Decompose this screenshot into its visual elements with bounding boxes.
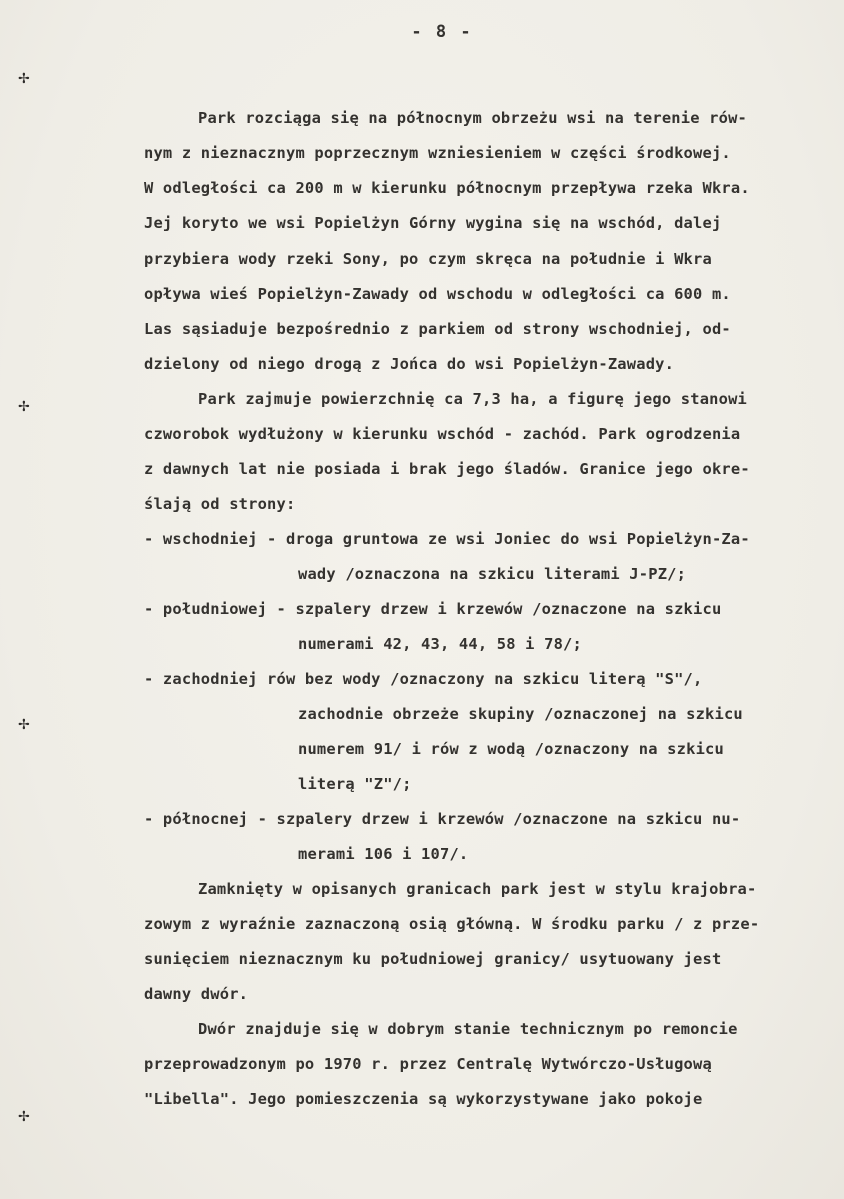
punch-hole-mark: ✢ (18, 399, 30, 415)
text-line: W odległości ca 200 m w kierunku północnym przepływa rzeka Wkra. (144, 179, 750, 197)
text-line: ślają od strony: (144, 495, 296, 513)
list-item-text: wady /oznaczona na szkicu literami J-PZ/; (298, 565, 687, 583)
list-item-text: zachodnie obrzeże skupiny /oznaczonej na szkicu (298, 705, 743, 723)
punch-hole-mark: ✢ (18, 71, 30, 87)
list-item-text: literą "Z"/; (298, 775, 412, 793)
list-item-text: - południowej - szpalery drzew i krzewów /oznaczone na szkicu (144, 600, 722, 618)
text-line: przeprowadzonym po 1970 r. przez Centralę Wytwórczo-Usługową (144, 1055, 712, 1073)
text-line: przybiera wody rzeki Sony, po czym skręca na południe i Wkra (144, 250, 712, 268)
text-line: z dawnych lat nie posiada i brak jego śladów. Granice jego okre- (144, 460, 750, 478)
text-line: "Libella". Jego pomieszczenia są wykorzystywane jako pokoje (144, 1090, 703, 1108)
text-line: Park zajmuje powierzchnię ca 7,3 ha, a figurę jego stanowi (198, 390, 748, 408)
text-line: dawny dwór. (144, 985, 249, 1003)
punch-hole-mark: ✢ (18, 1109, 30, 1125)
text-line: dzielony od niego drogą z Jońca do wsi Popielżyn-Zawady. (144, 355, 675, 373)
list-item-text: - północnej - szpalery drzew i krzewów /oznaczone na szkicu nu- (144, 810, 741, 828)
text-line: Las sąsiaduje bezpośrednio z parkiem od strony wschodniej, od- (144, 320, 731, 338)
text-line: Zamknięty w opisanych granicach park jest w stylu krajobra- (198, 880, 757, 898)
list-item-text: - wschodniej - droga gruntowa ze wsi Joniec do wsi Popielżyn-Za- (144, 530, 750, 548)
text-line: zowym z wyraźnie zaznaczoną osią główną. W środku parku / z prze- (144, 915, 760, 933)
list-item-text: numerami 42, 43, 44, 58 i 78/; (298, 635, 582, 653)
text-line: Jej koryto we wsi Popielżyn Górny wygina się na wschód, dalej (144, 214, 722, 232)
text-line: Park rozciąga się na północnym obrzeżu wsi na terenie rów- (198, 109, 748, 127)
list-item-text: - zachodniej rów bez wody /oznaczony na szkicu literą "S"/, (144, 670, 703, 688)
punch-hole-mark: ✢ (18, 717, 30, 733)
text-line: opływa wieś Popielżyn-Zawady od wschodu w odległości ca 600 m. (144, 285, 731, 303)
text-line: Dwór znajduje się w dobrym stanie technicznym po remoncie (198, 1020, 738, 1038)
page-number: - 8 - (411, 22, 473, 42)
text-line: czworobok wydłużony w kierunku wschód - zachód. Park ogrodzenia (144, 425, 741, 443)
list-item-text: merami 106 i 107/. (298, 845, 469, 863)
text-line: sunięciem nieznacznym ku południowej granicy/ usytuowany jest (144, 950, 722, 968)
list-item-text: numerem 91/ i rów z wodą /oznaczony na szkicu (298, 740, 724, 758)
text-line: nym z nieznacznym poprzecznym wzniesieniem w części środkowej. (144, 144, 731, 162)
